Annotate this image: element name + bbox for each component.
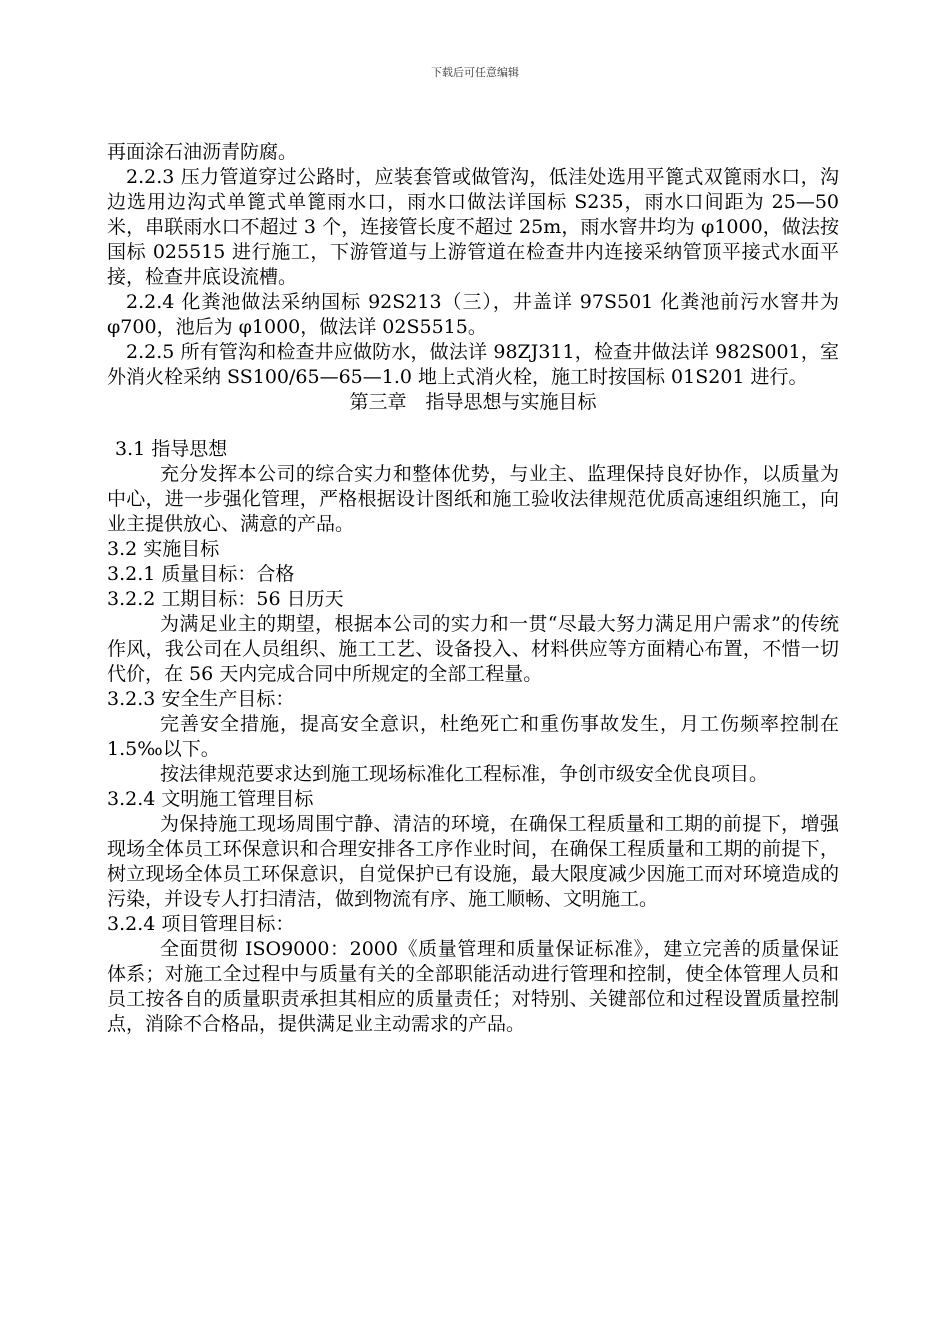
page-header: 下载后可任意编辑: [431, 66, 519, 79]
section-3-2-3-text-1: 完善安全措施，提高安全意识，杜绝死亡和重伤事故发生，月工伤频率控制在 1.5‰以下。: [107, 713, 839, 760]
section-3-2-2: 3.2.2 工期目标：56 日历天: [107, 588, 344, 610]
section-3-2-4-civil-text: 为保持施工现场周围宁静、清洁的环境，在确保工程质量和工期的前提下，增强现场全体员工环保意识和合理安排各工序作业时间，在确保工程质量和工期的前提下，树立现场全体员工环保意识，自觉保护已有设施，最大限度减少因施工而对环境造成的污染，并设专人打扫清洁，做到物流有序、施工顺畅、文明施工。: [107, 813, 839, 910]
paragraph-2-2-3: 2.2.3 压力管道穿过公路时，应装套管或做管沟，低洼处选用平篦式双篦雨水口，沟边选用边沟式单篦式单篦雨水口，雨水口做法详国标 S235，雨水口间距为 25—50 米，串联雨水口不超过 3 个，连接管长度不超过 25m，雨水窨井均为 φ1000，做法按国标 025515 进行施工，下游管道与上游管道在检查井内连接采纳管顶平接式水面平接，检查井底设流槽。: [107, 166, 839, 288]
paragraph-2-2-5: 2.2.5 所有管沟和检查井应做防水，做法详 98ZJ311，检查井做法详 982S001，室外消火栓采纳 SS100/65—65—1.0 地上式消火栓，施工时按国标 01S201 进行。: [107, 341, 839, 388]
section-3-2-3-text-2: 按法律规范要求达到施工现场标准化工程标准，争创市级安全优良项目。: [160, 763, 769, 785]
paragraph-2-2-4: 2.2.4 化粪池做法采纳国标 92S213（三），井盖详 97S501 化粪池前污水窨井为 φ700，池后为 φ1000，做法详 02S5515。: [107, 291, 839, 338]
paragraph-continued: 再面涂石油沥青防腐。: [107, 141, 298, 163]
chapter-title: 第三章 指导思想与实施目标: [349, 391, 597, 413]
section-3-2-4-project-heading: 3.2.4 项目管理目标：: [107, 913, 295, 935]
document-body: [107, 140, 839, 1037]
section-3-2-4-civil-heading: 3.2.4 文明施工管理目标: [107, 788, 314, 810]
section-3-2-heading: 3.2 实施目标: [107, 538, 220, 560]
section-3-1-text: 充分发挥本公司的综合实力和整体优势，与业主、监理保持良好协作，以质量为中心，进一步强化管理，严格根据设计图纸和施工验收法律规范优质高速组织施工，向业主提供放心、满意的产品。: [107, 463, 839, 535]
section-3-1-heading: 3.1 指导思想: [115, 438, 228, 460]
section-3-2-4-project-text: 全面贯彻 ISO9000：2000《质量管理和质量保证标准》，建立完善的质量保证体系；对施工全过程中与质量有关的全部职能活动进行管理和控制，使全体管理人员和员工按各自的质量职责承担其相应的质量责任；对特别、关键部位和过程设置质量控制点，消除不合格品，提供满足业主动需求的产品。: [107, 938, 839, 1035]
section-3-2-3-heading: 3.2.3 安全生产目标：: [107, 688, 295, 710]
section-3-2-2-text: 为满足业主的期望，根据本公司的实力和一贯“尽最大努力满足用户需求”的传统作风，我公司在人员组织、施工工艺、设备投入、材料供应等方面精心布置，不惜一切代价，在 56 天内完成合同中所规定的全部工程量。: [107, 613, 839, 685]
section-3-2-1: 3.2.1 质量目标：合格: [107, 563, 295, 585]
